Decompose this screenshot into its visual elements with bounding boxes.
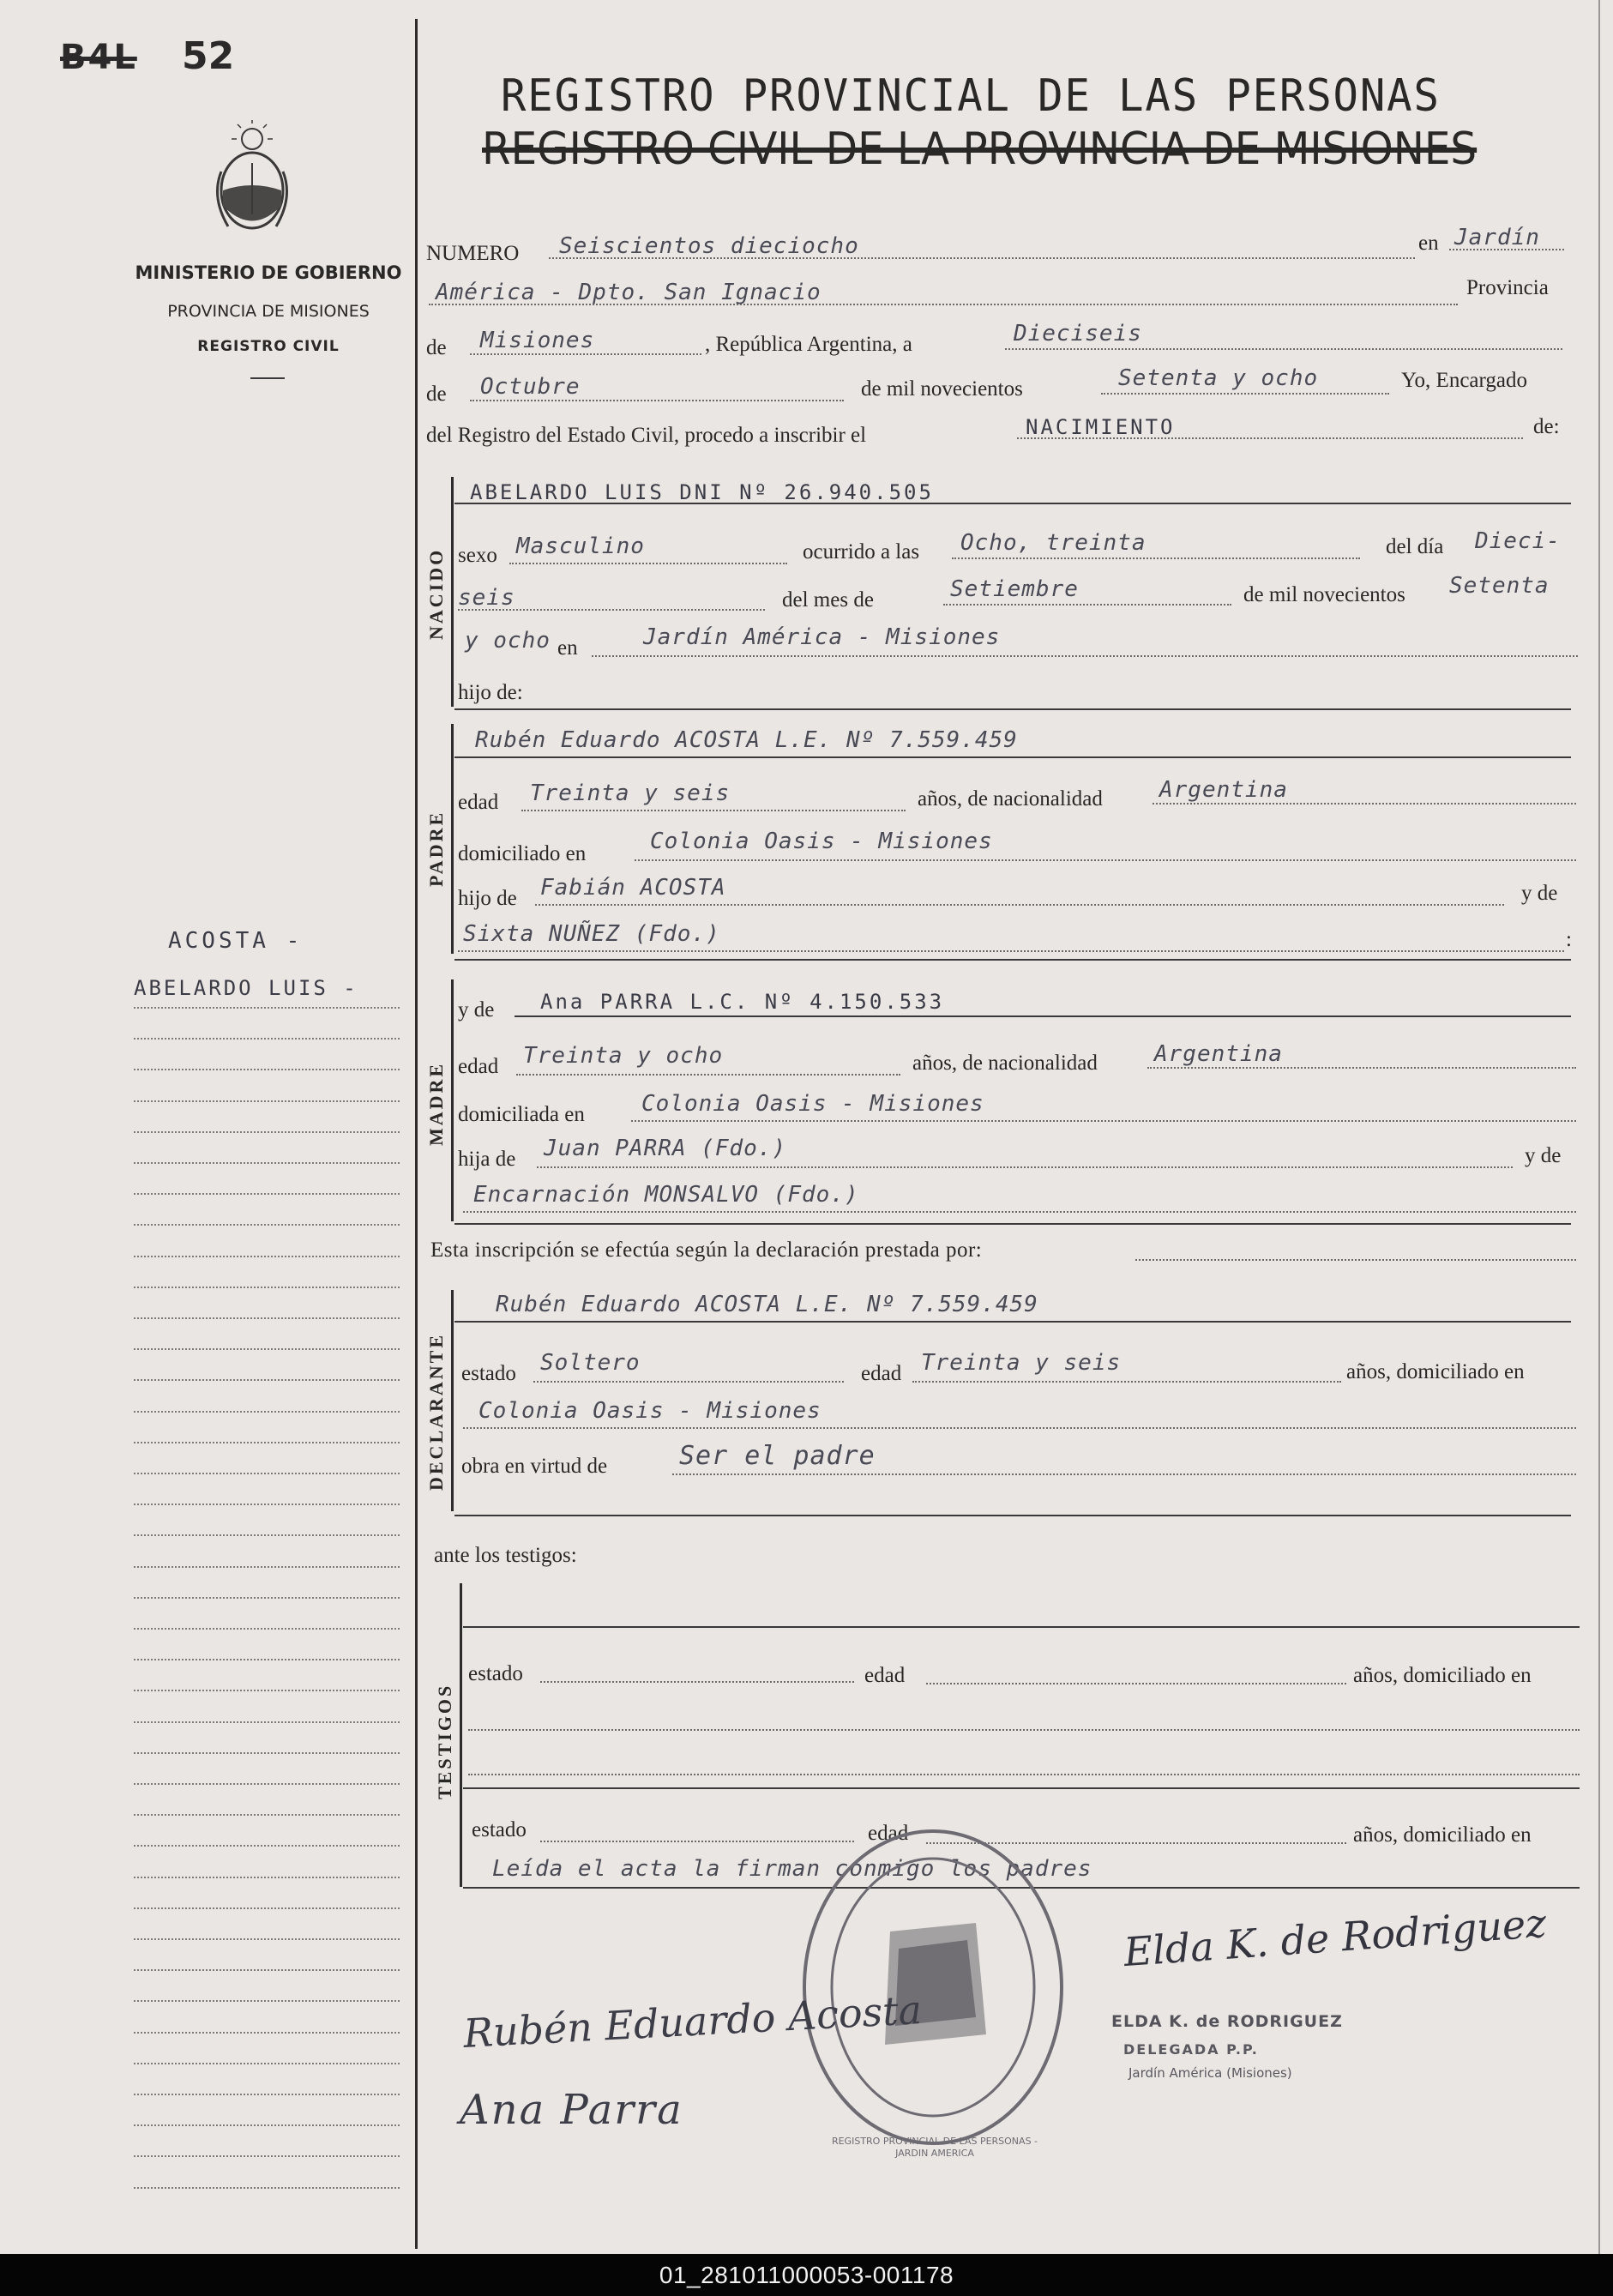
padre-hijo-line [535,904,1504,906]
title-registro-provincial: REGISTRO PROVINCIAL DE LAS PERSONAS [501,70,1441,122]
margin-dotted-line [134,1597,400,1599]
margin-dotted-line [134,1814,400,1816]
padre-madre-line [458,950,1564,952]
registro-label: del Registro del Estado Civil, procedo a inscribir el [426,424,867,447]
act-line [1017,437,1523,439]
title-registro-civil: REGISTRO CIVIL DE LA PROVINCIA DE MISIONES [482,124,1478,175]
sexo-line [509,563,787,564]
officer-stamp-name: ELDA K. de RODRIGUEZ [1111,2012,1343,2031]
padre-dom-value: Colonia Oasis - Misiones [650,829,993,854]
nacido-en-label: en [557,636,578,660]
numero-value: Seiscientos dieciocho [559,233,859,259]
declarante-bottom-line [454,1515,1571,1516]
declarante-dom-label: años, domiciliado en [1346,1360,1525,1383]
sexo-value: Masculino [516,533,645,559]
day-line [1005,348,1562,350]
footer-file-id: 01_281011000053-001178 [659,2262,954,2288]
en-line [1449,249,1564,250]
margin-dotted-line [134,1193,400,1195]
madre-yde-label: y de [458,998,495,1021]
lugar-value: Jardín América - Misiones [643,624,1001,650]
margin-dotted-line [134,1411,400,1413]
lugar-line [592,655,1578,657]
madre-madre-value: Encarnación MONSALVO (Fdo.) [473,1182,859,1208]
en-value: Jardín [1454,225,1540,250]
madre-hija-line [537,1166,1513,1168]
padre-section-label: PADRE [425,810,447,887]
year-label: de mil novecientos [861,377,1023,401]
officer-stamp-role: DELEGADA P.P. [1123,2041,1259,2058]
madre-dom-label: domiciliada en [458,1103,585,1126]
declarante-name-value: Rubén Eduardo ACOSTA L.E. Nº 7.559.459 [496,1292,1038,1317]
declarante-edad-line [912,1381,1341,1383]
testigo1-edad-label: edad [864,1664,906,1687]
padre-nac-value: Argentina [1159,777,1288,803]
month-value: Octubre [480,374,581,400]
numero-line [549,257,1415,259]
margin-dotted-line [134,2094,400,2095]
margin-dotted-line [134,1566,400,1568]
margin-dotted-line [134,1628,400,1630]
anio-value-1: Setenta [1449,573,1550,599]
margin-dotted-line [134,1752,400,1754]
sexo-label: sexo [458,544,497,567]
testigo1-extra-line [468,1774,1580,1775]
madre-madre-line [463,1211,1576,1213]
declarante-edad-label: edad [861,1362,902,1385]
margin-dotted-line [134,1100,400,1102]
registry-label: REGISTRO CIVIL [197,338,340,355]
madre-dom-value: Colonia Oasis - Misiones [641,1091,984,1117]
declarante-estado-line [533,1381,844,1383]
margin-note-2: ABELARDO LUIS - [134,976,358,1000]
declarante-obra-label: obra en virtud de [461,1455,608,1478]
republica-label: , República Argentina, a [705,333,912,356]
madre-hija-label: hija de [458,1148,516,1171]
declarante-obra-line [672,1473,1576,1475]
hijo-label: hijo de: [458,681,523,704]
padre-bracket [451,724,454,954]
testigos-section-label: TESTIGOS [434,1683,455,1799]
margin-dotted-line [134,1907,400,1909]
yo-label: Yo, Encargado [1401,369,1527,392]
margin-dotted-line [134,1845,400,1847]
doc-number-prefix: B4L [60,38,137,77]
declarante-estado-label: estado [461,1362,516,1385]
anio-value-2: y ocho [465,628,551,654]
margin-note-1: ACOSTA - [168,928,304,954]
right-edge-line [1598,0,1600,2254]
coat-of-arms-icon [211,120,293,240]
padre-yde-label: y de [1521,882,1558,905]
margin-dotted-line [134,1721,400,1723]
declarante-edad-value: Treinta y seis [921,1350,1122,1376]
nacido-bottom-line [454,708,1571,710]
testigo-separator-line [463,1787,1580,1789]
padre-name-line [454,756,1571,758]
mes-value: Setiembre [950,576,1079,602]
testigo1-dom-label: años, domiciliado en [1353,1664,1532,1687]
dia-line [458,609,765,611]
place-value: América - Dpto. San Ignacio [436,280,822,305]
madre-edad-line [516,1074,900,1076]
seal-text: REGISTRO PROVINCIAL DE LAS PERSONAS - JARDIN AMERICA [831,2136,1038,2159]
en-label: en [1418,232,1439,255]
testigo2-dom-label: años, domiciliado en [1353,1823,1532,1847]
madre-nac-line [1147,1067,1576,1069]
margin-dotted-line [134,1348,400,1350]
margin-dotted-line [134,2155,400,2157]
dia-value-1: Dieci- [1475,528,1561,554]
mother-signature: Ana Parra [460,2086,683,2134]
officer-stamp-place: Jardín América (Misiones) [1128,2065,1292,2081]
madre-nac-label: años, de nacionalidad [912,1052,1098,1075]
testigo1-estado-line [540,1681,854,1683]
testigos-bracket [460,1583,462,1887]
act-value: NACIMIENTO [1026,415,1176,439]
madre-hija-value: Juan PARRA (Fdo.) [544,1136,787,1161]
official-seal-icon [796,1820,1070,2154]
hora-line [952,557,1360,559]
margin-dotted-line [134,1224,400,1226]
declarante-section-label: DECLARANTE [425,1332,447,1491]
declarante-estado-value: Soltero [540,1350,641,1376]
margin-dotted-line [134,1473,400,1474]
hora-value: Ocho, treinta [960,530,1147,556]
padre-madre-value: Sixta NUÑEZ (Fdo.) [463,921,720,947]
margin-dotted-line [134,1131,400,1133]
nacido-bracket [451,477,454,707]
declarante-name-line [454,1321,1571,1323]
de2-label: de [426,383,447,406]
margin-dotted-line [134,1256,400,1257]
margin-dotted-line [134,1504,400,1505]
madre-nac-value: Argentina [1154,1041,1283,1067]
declarante-obra-value: Ser el padre [679,1441,876,1471]
nacido-section-label: NACIDO [425,547,447,640]
margin-dotted-line [134,1287,400,1288]
margin-dotted-line [134,1442,400,1443]
madre-name-line [515,1015,1571,1017]
margin-dotted-line [134,1069,400,1070]
margin-dotted-line [134,1534,400,1536]
padre-hijo-value: Fabián ACOSTA [540,875,726,901]
padre-edad-line [521,810,906,811]
testigo1-edad-line [926,1683,1346,1684]
declarante-dom-line [463,1427,1576,1429]
month-line [470,400,844,401]
province-line [470,353,701,355]
madre-bracket [451,979,454,1221]
mes-label: del mes de [782,588,874,612]
margin-dotted-line [134,2187,400,2189]
madre-dom-line [631,1120,1576,1122]
padre-hijo-label: hijo de [458,887,517,910]
padre-name-value: Rubén Eduardo ACOSTA L.E. Nº 7.559.459 [475,727,1018,753]
madre-yde2-label: y de [1525,1144,1562,1167]
officer-signature: Elda K. de Rodriguez [1122,1899,1548,1976]
madre-bottom-line [454,1223,1571,1225]
margin-dotted-line [134,1659,400,1660]
nacido-name-value: ABELARDO LUIS DNI Nº 26.940.505 [470,480,934,504]
de-label: de [426,336,447,359]
province-value: Misiones [480,328,595,353]
declarante-dom-value: Colonia Oasis - Misiones [478,1398,822,1424]
padre-dom-label: domiciliado en [458,842,587,865]
margin-dotted-line [134,1690,400,1691]
provincia-label: Provincia [1466,276,1549,299]
madre-section-label: MADRE [425,1061,447,1146]
de3-label: de: [1533,415,1560,438]
ministry-label: MINISTERIO DE GOBIERNO [135,262,402,283]
margin-dotted-line [134,1877,400,1878]
ocurrido-label: ocurrido a las [803,540,920,563]
margin-dotted-line [134,1038,400,1040]
year-value: Setenta y ocho [1118,365,1319,391]
testigo2-estado-label: estado [472,1818,527,1841]
declarante-bracket [451,1290,454,1511]
margin-dotted-line [134,1783,400,1785]
testigo1-dom-line [468,1729,1580,1731]
main-column-line [415,19,418,2249]
declaracion-text: Esta inscripción se efectúa según la declaración prestada por: [430,1238,983,1262]
testigo1-estado-label: estado [468,1662,523,1685]
padre-nac-label: años, de nacionalidad [918,787,1103,811]
padre-edad-value: Treinta y seis [530,780,731,806]
margin-dotted-line [134,2124,400,2126]
anio-label: de mil novecientos [1243,583,1405,606]
testigos-intro: ante los testigos: [434,1544,577,1567]
madre-edad-value: Treinta y ocho [523,1043,724,1069]
testigo1-name-line [463,1626,1580,1628]
margin-dotted-line [134,1162,400,1164]
padre-edad-label: edad [458,791,499,814]
padre-end-mark: : [1566,928,1572,951]
father-signature: Rubén Eduardo Acosta [461,1986,924,2057]
margin-dotted-line [134,1379,400,1381]
day-value: Dieciseis [1014,321,1142,347]
padre-bottom-line [454,959,1571,961]
testigos-note-value: Leída el acta la firman conmigo los padres [492,1856,1092,1882]
margin-dotted-line [134,1938,400,1940]
margin-dotted-line [134,2000,400,2002]
year-line [1101,393,1389,395]
declaracion-line [1135,1259,1576,1261]
padre-dom-line [635,859,1576,861]
mes-line [943,604,1231,606]
margin-dotted-line [134,2032,400,2034]
margin-dotted-line [134,1317,400,1319]
padre-nac-line [1153,803,1576,805]
dia-label: del día [1386,535,1444,558]
margin-dotted-line [134,2063,400,2064]
margin-dotted-line [134,1007,400,1009]
registry-underline [250,377,285,379]
margin-dotted-line [134,1969,400,1971]
madre-name-value: Ana PARRA L.C. Nº 4.150.533 [540,990,945,1014]
dia-value-2: seis [458,585,515,611]
testigo2-edad-label: edad [868,1822,909,1845]
doc-number: 52 [182,34,235,78]
province-label: PROVINCIA DE MISIONES [167,302,370,321]
nacido-name-line [454,503,1571,504]
madre-edad-label: edad [458,1055,499,1078]
numero-label: NUMERO [426,242,520,265]
place-line [429,304,1458,305]
